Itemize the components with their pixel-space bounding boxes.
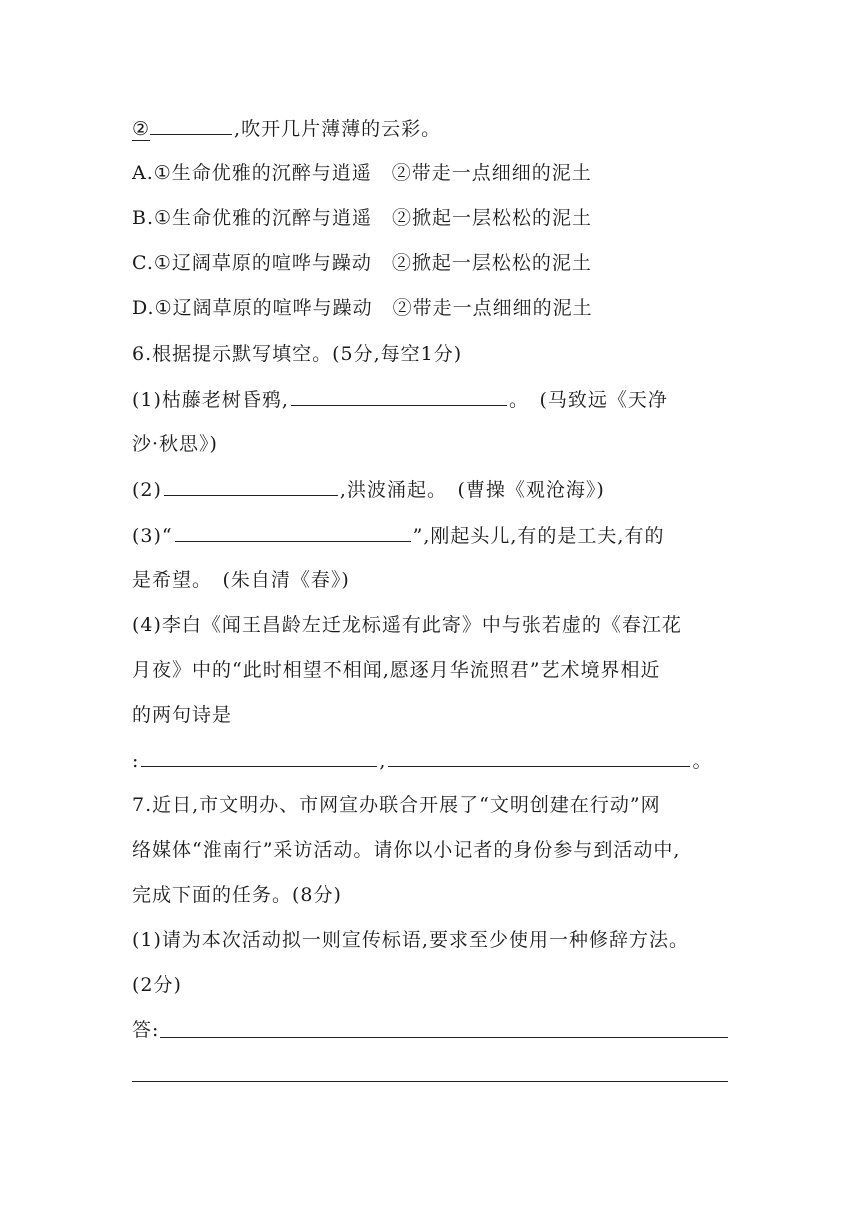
q7-line-2: 络媒体“淮南行”采访活动。请你以小记者的身份参与到活动中, bbox=[132, 839, 681, 861]
q6-item-4-period: 。 bbox=[692, 750, 713, 772]
q6-item-4-answer bbox=[132, 746, 712, 775]
q5-option-a: A.①生命优雅的沉醉与逍遥 ②带走一点细细的泥土 bbox=[132, 162, 592, 184]
q7-line-1: 7.近日,市文明办、市网宣办联合开展了“文明创建在行动”网 bbox=[132, 794, 661, 816]
q5-blank-2[interactable] bbox=[150, 114, 232, 135]
q6-item-4-line-1: (4)李白《闻王昌龄左迁龙标遥有此寄》中与张若虚的《春江花 bbox=[132, 614, 682, 636]
q6-item-3-cont: 是希望。 (朱自清《春》) bbox=[132, 569, 350, 591]
q5-option-b: B.①生命优雅的沉醉与逍遥 ②掀起一层松松的泥土 bbox=[132, 207, 593, 229]
q7-answer-label: 答: bbox=[132, 1019, 160, 1041]
q7-sub-1-line-2: (2分) bbox=[132, 974, 182, 996]
q6-item-1-prefix: (1)枯藤老树昏鸦, bbox=[132, 389, 289, 411]
q6-blank-2[interactable] bbox=[164, 475, 338, 496]
q5-option-c: C.①辽阔草原的喧哗与躁动 ②掀起一层松松的泥土 bbox=[132, 252, 592, 274]
q7-sub-1-line-1: (1)请为本次活动拟一则宣传标语,要求至少使用一种修辞方法。 bbox=[132, 929, 689, 951]
q6-item-4-line-3: 的两句诗是 bbox=[132, 704, 233, 726]
q6-item-2-prefix: (2) bbox=[132, 479, 162, 501]
q6-item-3-prefix: (3)“ bbox=[132, 525, 173, 547]
q5-option-d: D.①辽阔草原的喧哗与躁动 ②带走一点细细的泥土 bbox=[132, 297, 593, 319]
q7-answer-line-1[interactable] bbox=[160, 1037, 728, 1038]
q6-blank-4b[interactable] bbox=[388, 746, 690, 767]
q5-line-2 bbox=[132, 114, 441, 143]
q6-item-2-suffix: ,洪波涌起。 (曹操《观沧海》) bbox=[339, 479, 605, 501]
q6-blank-1[interactable] bbox=[291, 385, 507, 406]
q7-line-3: 完成下面的任务。(8分) bbox=[132, 884, 342, 906]
q6-item-1-suffix: 。 (马致远《天净 bbox=[508, 389, 668, 411]
q5-blank-2-marker: ② bbox=[132, 118, 151, 140]
q5-line-2-text: ,吹开几片薄薄的云彩。 bbox=[234, 118, 442, 140]
q6-item-1 bbox=[132, 385, 668, 414]
q6-item-3 bbox=[132, 521, 664, 550]
q6-item-1-cont: 沙·秋思》) bbox=[132, 433, 218, 455]
q6-item-4-colon: : bbox=[132, 750, 140, 772]
q6-title: 6.根据提示默写填空。(5分,每空1分) bbox=[132, 343, 463, 365]
q6-blank-3[interactable] bbox=[175, 521, 411, 542]
q6-item-4-line-2: 月夜》中的“此时相望不相闻,愿逐月华流照君”艺术境界相近 bbox=[132, 659, 661, 681]
q7-answer-line-2[interactable] bbox=[132, 1081, 728, 1082]
q6-item-4-comma: , bbox=[379, 750, 387, 772]
q6-item-2 bbox=[132, 475, 605, 504]
q6-blank-4a[interactable] bbox=[141, 746, 377, 767]
q6-item-3-suffix: ”,刚起头儿,有的是工夫,有的 bbox=[412, 525, 665, 547]
